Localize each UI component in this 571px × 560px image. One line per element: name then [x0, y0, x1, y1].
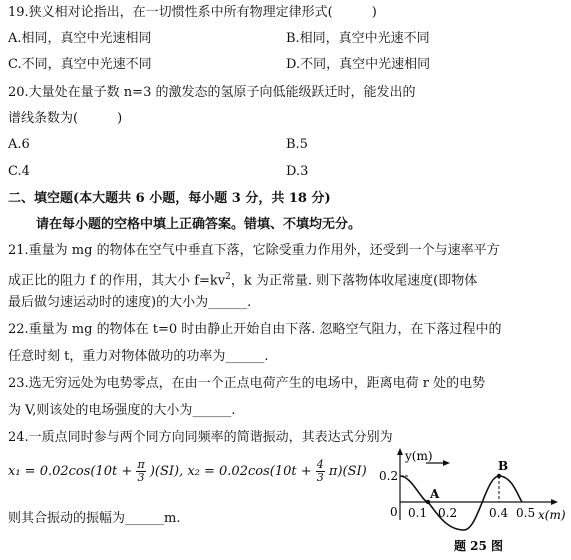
section-instruction: 请在每小题的空格中填上正确答案。错填、不填均无分。 — [36, 217, 362, 232]
q24-x2-fraction — [316, 459, 325, 484]
q24-answer-line: 则其合振动的振幅为______m. — [8, 511, 181, 526]
x-axis-arrow — [551, 499, 558, 505]
q22-line2: 任意时刻 t，重力对物体做功的功率为______. — [8, 349, 269, 364]
q19-option-a: A.相同，真空中光速相同 — [8, 31, 152, 46]
q24-formula — [8, 458, 367, 486]
q22-line1: 22.重量为 mg 的物体在 t=0 时由静止开始自由下落. 忽略空气阻力，在下落过程中的 — [8, 322, 502, 337]
q21-line2-end: ，k 为正常量. 则下落物体收尾速度(即物体 — [230, 273, 478, 289]
q24-x2-rhs: π)(SI) — [328, 464, 367, 479]
q21-line2-start: 成正比的阻力 f 的作用，其大小 f=kv — [8, 273, 226, 289]
q24-x1-frac-den: 3 — [137, 471, 145, 484]
x-tick-0.2: 0.2 — [438, 506, 458, 520]
point-b-label: B — [498, 459, 509, 473]
q23-line2: 为 V,则该处的电场强度的大小为______. — [8, 403, 236, 418]
x-tick-0.1: 0.1 — [408, 506, 428, 520]
q24-x1-lhs: x₁ = 0.02cos(10t + — [8, 464, 133, 479]
q21-exponent: 2 — [225, 272, 231, 282]
q20-option-d: D.3 — [286, 164, 309, 179]
x-tick-0.4: 0.4 — [489, 506, 509, 520]
q20-option-b: B.5 — [286, 137, 308, 152]
point-a-label: A — [430, 487, 440, 501]
q24-x2-frac-den: 3 — [316, 471, 324, 484]
point-b-marker — [497, 474, 501, 478]
q24-x2-frac-num: 4 — [316, 458, 324, 471]
x-axis-label: x(m) — [538, 508, 566, 522]
q20-option-c: C.4 — [8, 164, 30, 179]
figure-caption: 题 25 图 — [454, 539, 504, 553]
y-axis-arrow — [397, 448, 403, 455]
q20-stem-line2: 谱线条数为( ) — [8, 111, 123, 126]
q19-option-d: D.不同，真空中光速相同 — [286, 57, 431, 72]
q19-stem: 19.狭义相对论指出，在一切惯性系中所有物理定律形式( ) — [8, 5, 377, 20]
direction-arrowhead — [443, 460, 450, 466]
y-tick-label: 0.2 — [379, 469, 399, 483]
q21-line1: 21.重量为 mg 的物体在空气中垂直下落，它除受重力作用外，还受到一个与速率平方 — [8, 243, 500, 258]
section-title: 二、填空题(本大题共 6 小题，每小题 3 分，共 18 分) — [8, 191, 331, 206]
q24-x1-frac-num: π — [137, 458, 145, 471]
q19-option-b: B.相同，真空中光速不同 — [286, 31, 430, 46]
q24-line1: 24.一质点同时参与两个同方向同频率的简谐振动，其表达式分别为 — [8, 430, 393, 445]
q24-x1-rhs: )(SI), x₂ = 0.02cos(10t + — [149, 464, 312, 479]
q21-line2 — [8, 268, 477, 290]
wave-curve — [400, 476, 522, 530]
q19-option-c: C.不同，真空中光速不同 — [8, 57, 152, 72]
q20-option-a: A.6 — [8, 137, 30, 152]
wave-figure — [378, 446, 568, 558]
q21-line3: 最后做匀速运动时的速度)的大小为______. — [8, 295, 252, 310]
y-axis-label: y(m) — [405, 449, 433, 463]
q20-stem-line1: 20.大量处在量子数 n=3 的激发态的氢原子向低能级跃迁时，能发出的 — [8, 85, 416, 100]
q24-x1-fraction — [136, 459, 145, 484]
origin-label: 0 — [390, 505, 398, 519]
q23-line1: 23.选无穷远处为电势零点，在由一个正点电荷产生的电场中，距离电荷 r 处的电势 — [8, 376, 486, 391]
x-tick-0.5: 0.5 — [516, 506, 536, 520]
